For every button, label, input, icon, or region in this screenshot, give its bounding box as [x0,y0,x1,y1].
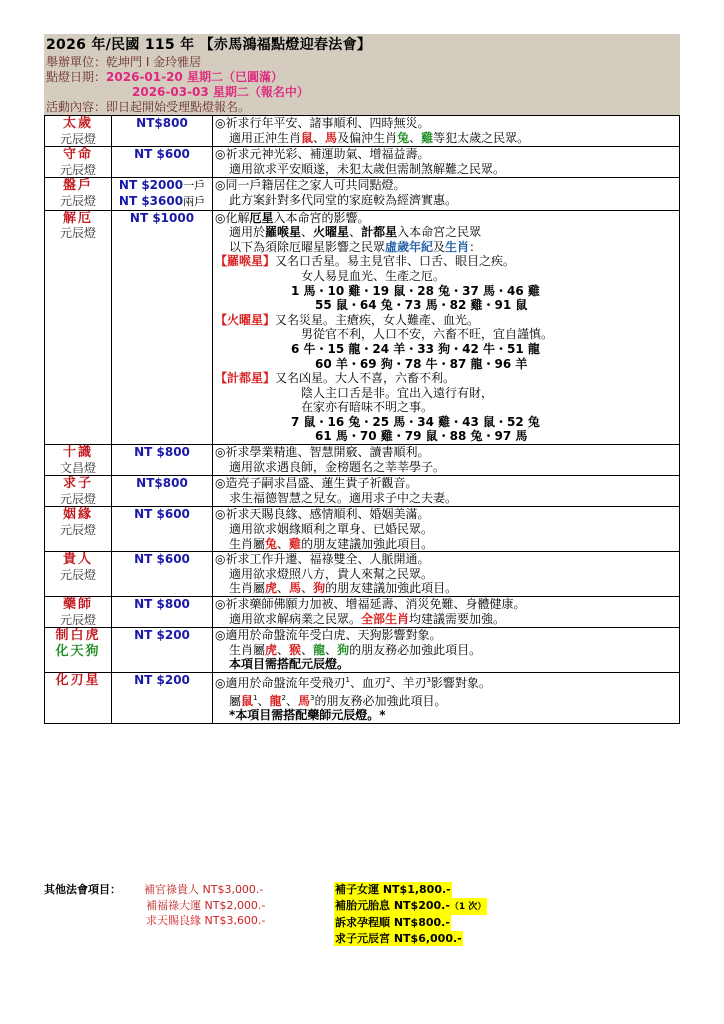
lamp-name-2: 化天狗 [55,643,101,659]
lamp-note: 本項目需搭配元辰燈。 [229,657,350,672]
lamp-desc: ◎同一戶籍居住之家人可共同點燈。 [215,178,406,193]
lamp-desc-2: 適用欲求遇良師，金榜題名之莘莘學子。 [229,459,446,474]
service-item: 補官祿貴人 NT$3,000.- [144,883,264,896]
date-value-1: 2026-01-20 星期二（已圓滿） [106,70,283,84]
lamp-name: 求子 [62,476,93,492]
lamp-desc: ◎祈求工作升遷、福祿雙全、人脈開通。 [215,552,430,567]
lamp-price: NT $600 [112,552,213,597]
table-row [45,507,680,552]
lamp-desc: ◎適用於命盤流年受飛刃$^1$、血刃$^2$、羊刃$^3$影響對象。 [215,675,491,690]
huoyao-line-2: 男從官不利，人口不安，六畜不旺，宜自謹慎。 [301,327,554,342]
lamp-table [44,115,680,724]
service-item: 求天賜良緣 NT$3,600.- [146,914,266,927]
huoyao-line: 【火曜星】又名災星。主瘡疾，女人難產、血光。 [215,312,480,327]
table-row [45,552,680,597]
lamp-note: *本項目需搭配藥師元辰燈。* [229,708,386,723]
table-row [45,628,680,673]
lamp-name: 姻緣 [62,507,93,523]
lamp-type: 元辰燈 [59,523,96,538]
table-row [45,597,680,628]
table-row [45,178,680,210]
lamp-desc-2: 屬鼠$^1$、龍$^2$、馬$^3$的朋友務必加強此項目。 [229,693,447,708]
date-line-1 [46,70,678,85]
lamp-desc: ◎祈求天賜良緣、感情順利、婚姻美滿。 [215,507,430,522]
lamp-price: NT $600 [112,147,213,178]
lamp-name: 貴人 [62,552,93,568]
table-row [45,210,680,445]
luohou-line-2: 女人易見血光、生產之厄。 [301,268,446,283]
lamp-name: 太歲 [62,116,93,131]
lamp-desc: ◎化解厄星入本命宮的影響。 [215,210,370,225]
lamp-name: 解厄 [62,210,93,226]
jidu-ages-2: 61 馬・70 雞・79 鼠・88 兔・97 馬 [315,429,528,444]
lamp-price: NT $600 [112,507,213,552]
lamp-desc: ◎適用於命盤流年受白虎、天狗影響對象。 [215,628,442,643]
lamp-desc: ◎祈求學業精進、智慧開竅、讀書順利。 [215,445,430,460]
lamp-desc: ◎祈求藥師佛願力加被、增福延壽、消災免難、身體健康。 [215,597,526,611]
lamp-desc-2: 此方案針對多代同堂的家庭較為經濟實惠。 [229,192,458,207]
lamp-desc-2: 適用欲求解病業之民眾。全部生肖均建議需要加強。 [229,611,506,626]
lamp-price: NT$800 [112,116,213,147]
luohou-line: 【羅喉星】又名口舌星。易主見官非、口舌、眼目之疾。 [215,254,516,269]
lamp-desc: ◎祈求行年平安、諸事順利、四時無災。 [215,116,430,130]
date-line-2 [46,85,678,100]
lamp-type: 元辰燈 [59,612,96,627]
lamp-desc-3: 以下為須除厄曜星影響之民眾虛歲年紀及生肖： [229,239,482,254]
lamp-desc-2: 適用欲求燈照八方，貴人來幫之民眾。 [229,566,434,581]
jidu-ages-1: 7 鼠・16 兔・25 馬・34 雞・43 鼠・52 兔 [291,414,540,429]
table-row [45,476,680,507]
lamp-price-1: NT $2000一戶 [118,178,206,193]
service-item-highlight: 補胎元胎息 NT$200.-（1 次） [334,898,487,916]
other-services-col-1 [144,882,265,929]
lamp-price: NT $1000 [112,210,213,445]
lamp-desc-3: 生肖屬虎、馬、狗的朋友建議加強此項目。 [229,581,458,596]
lamp-desc: ◎祈求元神光彩、補運助氣、增福益壽。 [215,147,430,162]
table-row [45,672,680,723]
lamp-type: 元辰燈 [59,226,96,241]
lamp-desc-2: 生肖屬虎、猴、龍、狗的朋友務必加強此項目。 [229,642,482,657]
lamp-price: NT $800 [112,597,213,628]
jidu-line: 【計都星】又名凶星。大人不喜，六畜不利。 [215,371,456,386]
lamp-desc: ◎造亮子嗣求昌盛、蓮生貴子祈觀音。 [215,476,418,491]
lamp-type: 元辰燈 [59,193,96,208]
lamp-name: 十識 [62,445,93,461]
lamp-type: 元辰燈 [59,131,96,146]
activity-line: 活動內容：即日起開始受理點燈報名。 [46,100,251,114]
other-services-col-2 [334,882,487,946]
service-item-highlight: 求子元辰宮 NT$6,000.- [335,931,462,945]
lamp-name: 守命 [62,147,93,163]
lamp-type: 元辰燈 [59,567,96,582]
lamp-desc-2: 適用於羅喉星、火曜星、計都星入本命宮之民眾 [229,225,482,240]
service-item-highlight: 訴求孕程順 NT$800.- [335,916,450,929]
lamp-desc-2: 適用欲求平安順遂，未犯太歲但需制煞解難之民眾。 [229,161,506,176]
luohou-ages-2: 55 鼠・64 兔・73 馬・82 雞・91 鼠 [315,298,528,313]
lamp-service-sheet [44,34,680,724]
lamp-type: 文昌燈 [59,460,96,475]
lamp-desc-2: 適用正沖生肖鼠、馬及偏沖生肖兔、雞等犯太歲之民眾。 [229,130,530,145]
jidu-line-3: 在家亦有暗味不明之事。 [301,400,434,415]
lamp-price-2: NT $3600兩戶 [118,193,206,208]
lamp-name: 制白虎 [55,628,101,644]
date-label: 點燈日期： [46,70,107,84]
table-row [45,147,680,178]
huoyao-ages-2: 60 羊・69 狗・78 牛・87 龍・96 羊 [315,356,528,371]
organizer-line: 舉辦單位：乾坤門 Ι 金玲雅居 [46,55,202,69]
huoyao-ages-1: 6 牛・15 龍・24 羊・33 狗・42 牛・51 龍 [291,341,540,356]
other-services-title: 其他法會項目： [44,883,121,896]
table-row [45,445,680,476]
lamp-price: NT $800 [112,445,213,476]
service-item: 補福祿大運 NT$2,000.- [146,898,266,912]
lamp-name: 盤戶 [62,178,93,194]
lamp-desc-2: 求生福德智慧之兒女。適用求子中之夫妻。 [229,490,458,505]
lamp-price: NT$800 [112,476,213,507]
lamp-type: 元辰燈 [59,162,96,177]
header-block [44,34,680,115]
lamp-type: 元辰燈 [59,491,96,506]
lamp-price: NT $200 [112,628,213,673]
lamp-price: NT $200 [112,672,213,723]
lamp-desc-3: 生肖屬兔、雞的朋友建議加強此項目。 [229,536,434,551]
service-item-highlight: 補子女運 NT$1,800.- [335,883,451,896]
page-title: 2026 年/民國 115 年 【赤馬鴻福點燈迎春法會】 [46,37,372,53]
lamp-desc-2: 適用欲求姻緣順利之單身、已婚民眾。 [229,522,434,537]
date-value-2: 2026-03-03 星期二（報名中） [132,85,309,99]
jidu-line-2: 陰人主口舌是非。宜出入遠行有財， [301,385,494,400]
lamp-name: 藥師 [62,597,93,612]
table-row [45,116,680,147]
lamp-name: 化刃星 [55,672,101,688]
luohou-ages-1: 1 馬・10 雞・19 鼠・28 兔・37 馬・46 雞 [291,283,540,298]
